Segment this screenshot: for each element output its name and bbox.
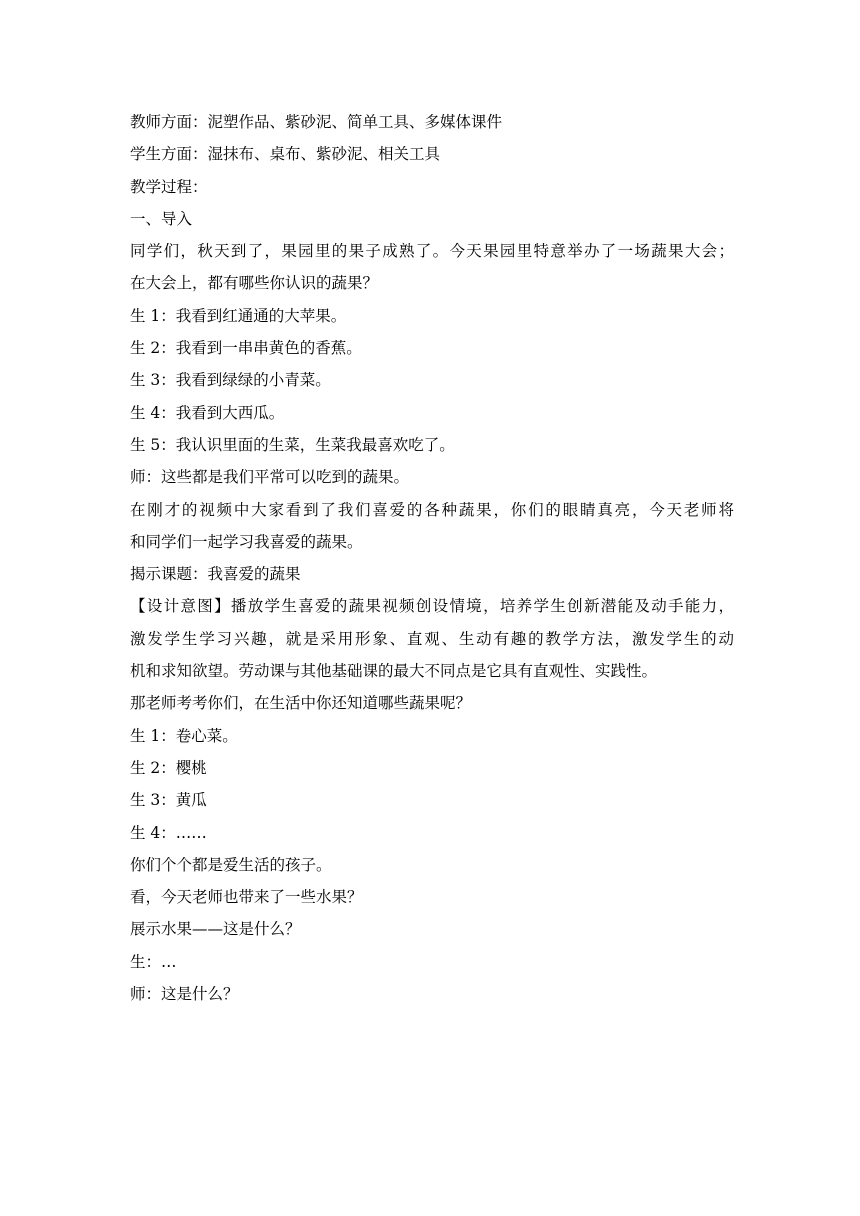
dialogue-line: 生 3：黄瓜: [130, 791, 207, 810]
lesson-topic: 揭示课题：我喜爱的蔬果: [130, 565, 301, 584]
paragraph-line: 看，今天老师也带来了一些水果？: [130, 888, 363, 907]
dialogue-line: 生 5：我认识里面的生菜，生菜我最喜欢吃了。: [130, 435, 455, 454]
dialogue-line: 生：…: [130, 952, 177, 971]
heading-introduction: 一、导入: [130, 209, 193, 228]
design-intent-line: 激发学生学习兴趣，就是采用形象、直观、生动有趣的教学方法，激发学生的动: [130, 629, 734, 648]
dialogue-line: 生 1：卷心菜。: [130, 726, 238, 745]
dialogue-line: 生 4：我看到大西瓜。: [130, 403, 285, 422]
dialogue-line: 生 2：樱桃: [130, 758, 207, 777]
paragraph-line: 那老师考考你们，在生活中你还知道哪些蔬果呢？: [130, 694, 472, 713]
dialogue-line: 师：这是什么？: [130, 985, 239, 1004]
heading-teaching-process: 教学过程：: [130, 177, 208, 196]
dialogue-line: 生 2：我看到一串串黄色的香蕉。: [130, 339, 362, 358]
paragraph-line: 展示水果——这是什么？: [130, 920, 301, 939]
document-body: [130, 106, 734, 1010]
paragraph-line: 同学们，秋天到了，果园里的果子成熟了。今天果园里特意举办了一场蔬果大会；: [130, 242, 734, 261]
dialogue-line: 生 1：我看到红通通的大苹果。: [130, 306, 347, 325]
paragraph-teacher-materials: 教师方面：泥塑作品、紫砂泥、简单工具、多媒体课件: [130, 113, 503, 131]
paragraph-line: 在刚才的视频中大家看到了我们喜爱的各种蔬果，你们的眼睛真亮，今天老师将: [130, 500, 734, 519]
paragraph-line: 在大会上，都有哪些你认识的蔬果？: [130, 274, 379, 293]
design-intent-line: 机和求知欲望。劳动课与其他基础课的最大不同点是它具有直观性、实践性。: [130, 662, 658, 681]
paragraph-line: 和同学们一起学习我喜爱的蔬果。: [130, 532, 363, 551]
design-intent-line: 【设计意图】播放学生喜爱的蔬果视频创设情境，培养学生创新潜能及动手能力，: [130, 597, 734, 616]
dialogue-line: 生 3：我看到绿绿的小青菜。: [130, 371, 331, 390]
dialogue-line: 师：这些都是我们平常可以吃到的蔬果。: [130, 468, 410, 487]
paragraph-line: 你们个个都是爱生活的孩子。: [130, 855, 332, 874]
paragraph-student-materials: 学生方面：湿抹布、桌布、紫砂泥、相关工具: [130, 145, 441, 164]
dialogue-line: 生 4：……: [130, 823, 207, 842]
